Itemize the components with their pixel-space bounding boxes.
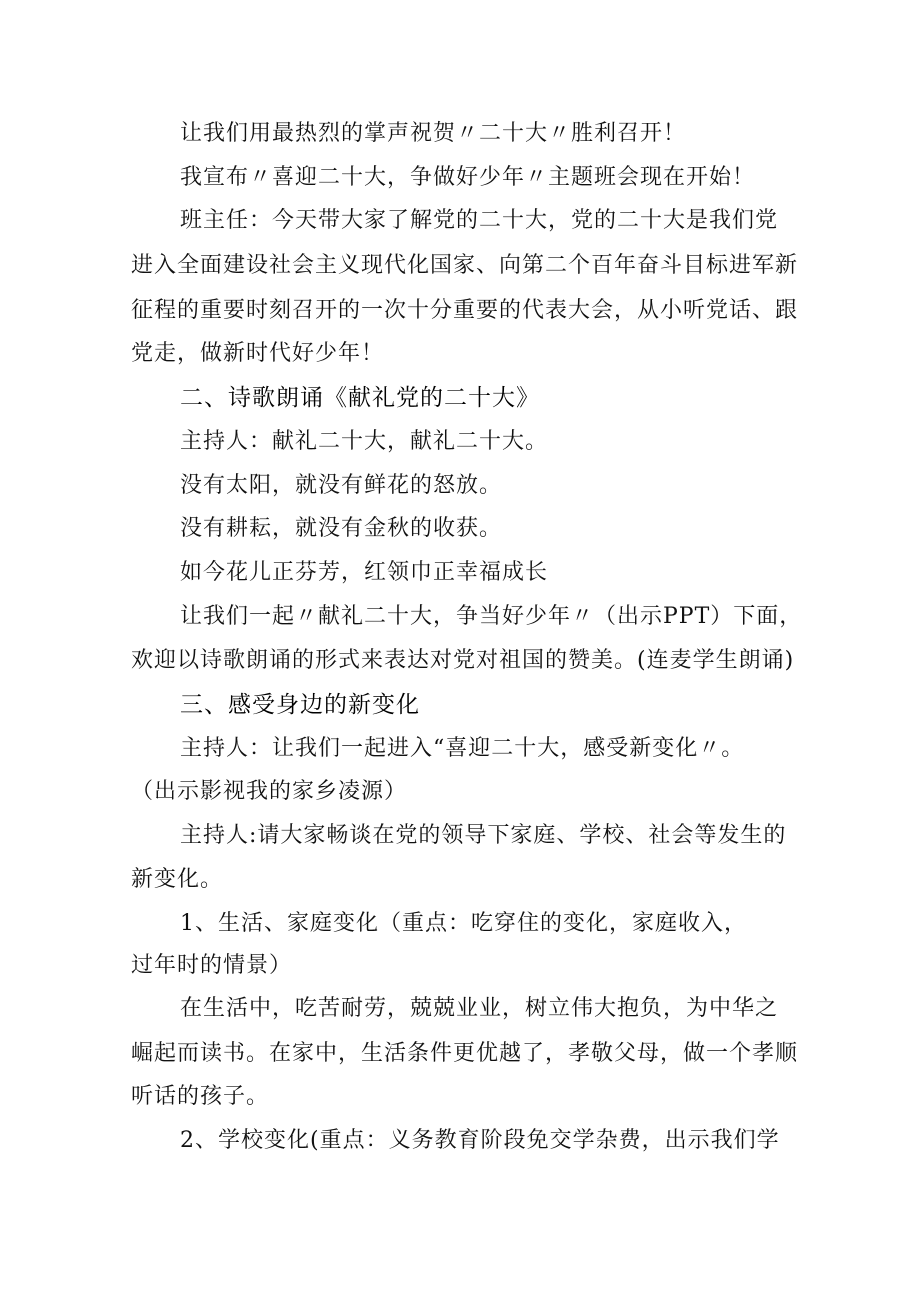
text-line-5: 征程的重要时刻召开的一次十分重要的代表大会，从小听党话、跟 — [131, 298, 799, 323]
text-line-12: 让我们一起〃献礼二十大，争当好少年〃（出示PPT）下面， — [180, 604, 803, 629]
text-line-22: 崛起而读书。在家中，生活条件更优越了，孝敬父母，做一个孝顺 — [131, 1041, 799, 1066]
text-line-23: 听话的孩子。 — [131, 1084, 270, 1109]
text-line-2: 我宣布〃喜迎二十大，争做好少年〃主题班会现在开始！ — [180, 165, 756, 190]
text-line-10: 没有耕耘，就没有金秋的收获。 — [180, 516, 503, 541]
text-line-18: 新变化。 — [131, 867, 224, 892]
text-line-21: 在生活中，吃苦耐劳，兢兢业业，树立伟大抱负，为中华之 — [180, 996, 779, 1021]
text-line-17: 主持人:请大家畅谈在党的领导下家庭、学校、社会等发生的 — [180, 823, 787, 848]
section-heading-2: 二、诗歌朗诵《献礼党的二十大》 — [180, 385, 540, 411]
section-heading-3: 三、感受身边的新变化 — [180, 692, 420, 718]
text-line-11: 如今花儿正芬芳，红领巾正幸福成长 — [180, 560, 549, 585]
text-line-16: （出示影视我的家乡凌源） — [131, 779, 408, 804]
text-line-13: 欢迎以诗歌朗诵的形式来表达对党对祖国的赞美。(连麦学生朗诵) — [131, 648, 795, 673]
text-line-20: 过年时的情景） — [131, 953, 293, 978]
text-line-24: 2、学校变化(重点：义务教育阶段免交学杂费，出示我们学 — [180, 1128, 780, 1153]
text-line-15: 主持人：让我们一起进入“喜迎二十大，感受新变化〃。 — [180, 736, 745, 761]
text-line-3: 班主任：今天带大家了解党的二十大，党的二十大是我们党 — [180, 208, 779, 233]
text-line-4: 进入全面建设社会主义现代化国家、向第二个百年奋斗目标进军新 — [131, 253, 799, 278]
text-line-9: 没有太阳，就没有鲜花的怒放。 — [180, 473, 503, 498]
text-line-1: 让我们用最热烈的掌声祝贺〃二十大〃胜利召开！ — [180, 121, 687, 146]
text-line-8: 主持人：献礼二十大，献礼二十大。 — [180, 429, 549, 454]
text-line-19: 1、生活、家庭变化（重点：吃穿住的变化，家庭收入， — [180, 911, 747, 936]
text-line-6: 党走，做新时代好少年！ — [131, 341, 385, 366]
